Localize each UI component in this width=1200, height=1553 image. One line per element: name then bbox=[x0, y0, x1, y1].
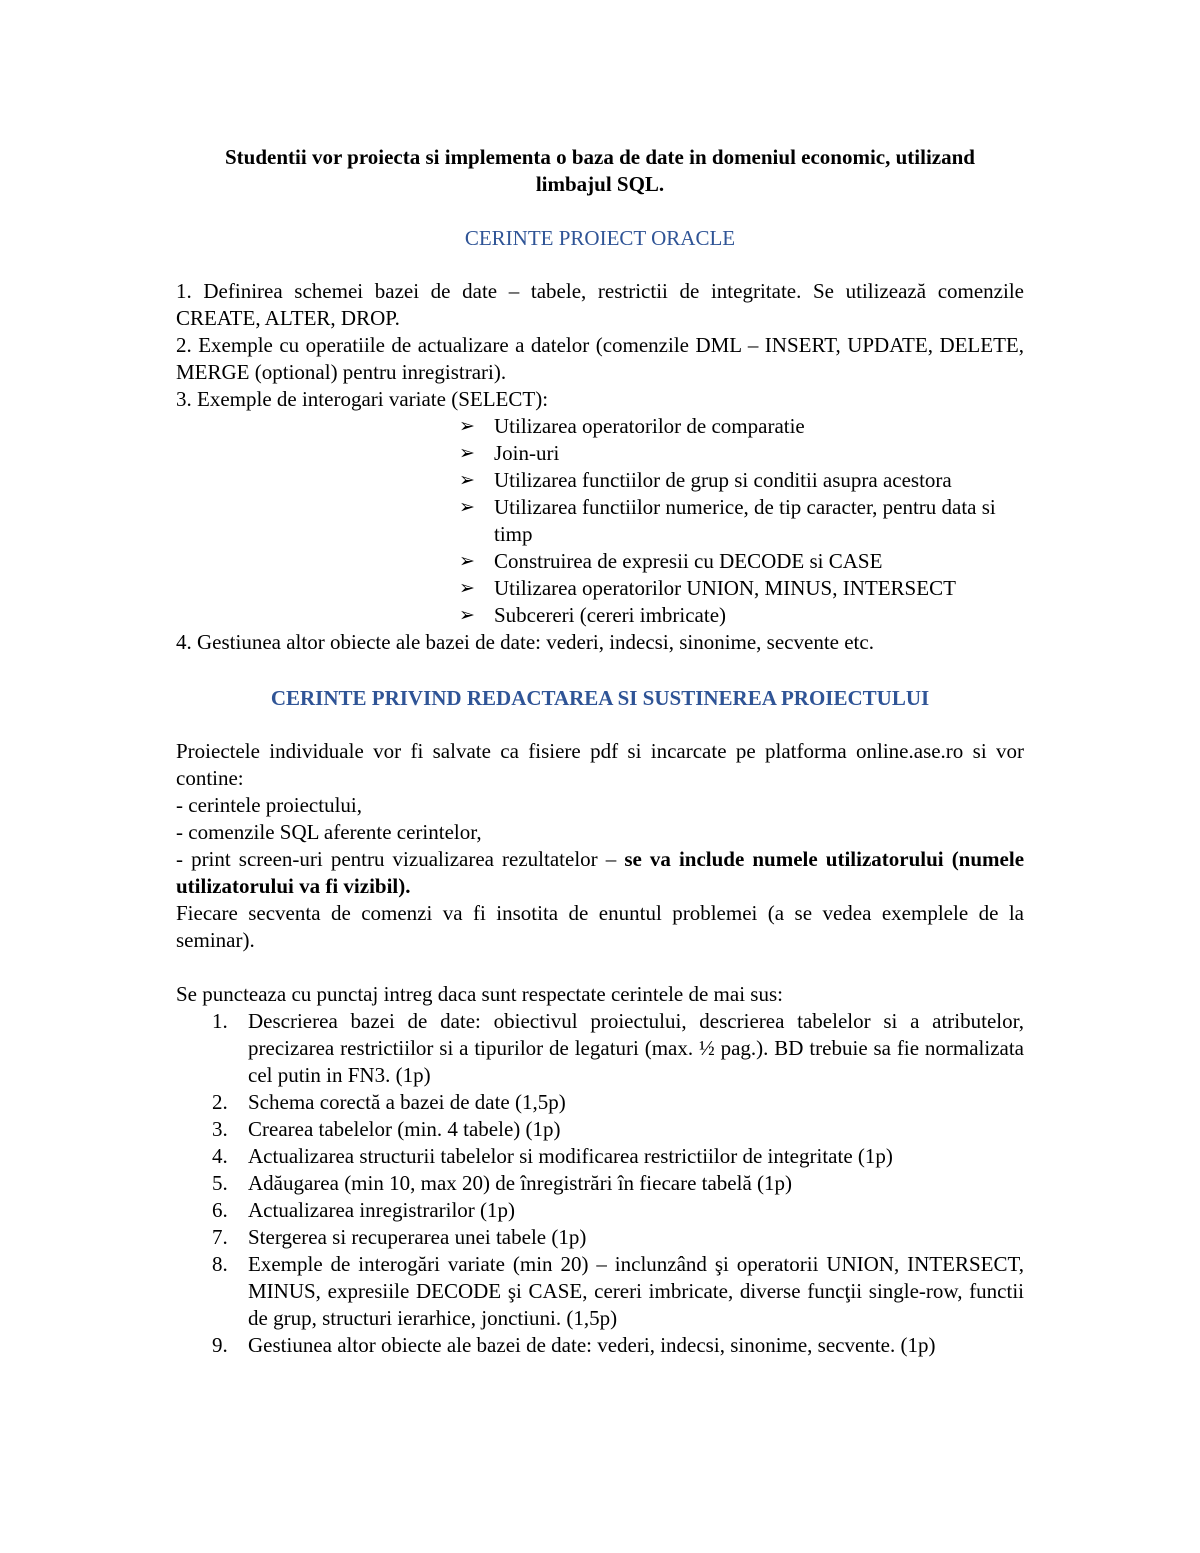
list-item: 9. Gestiunea altor obiecte ale bazei de date: vederi, indecsi, sinonime, secvente. (1p) bbox=[212, 1333, 936, 1357]
username-visible-note: se va include numele utilizatorului (numele utilizatorului va fi vizibil). bbox=[176, 847, 1025, 898]
list-item: 7. Stergerea si recuperarea unei tabele (1p) bbox=[212, 1225, 587, 1249]
requirement-1: 1. Definirea schemei bazei de date – tabele, restrictii de integritate. Se utilizează comenzile CREATE, ALTER, DROP. bbox=[176, 279, 1024, 330]
sequence-note: Fiecare secventa de comenzi va fi insotita de enuntul problemei (a se vedea exemplele de la seminar). bbox=[176, 901, 1024, 952]
requirement-4: 4. Gestiunea altor obiecte ale bazei de date: vederi, indecsi, sinonime, secvente etc. bbox=[176, 630, 874, 654]
list-item: ➢ Construirea de expresii cu DECODE si CASE bbox=[459, 549, 883, 573]
list-item: ➢ Utilizarea functiilor numerice, de tip caracter, pentru data si timp bbox=[459, 495, 996, 546]
arrow-bullet-icon: ➢ bbox=[459, 496, 475, 518]
list-item: ➢ Subcereri (cereri imbricate) bbox=[459, 603, 727, 627]
list-item: 1. Descrierea bazei de date: obiectivul proiectului, descrierea tabelelor si a atributelor, precizarea restrictiilor si a tipurilor de legaturi (max. ½ pag.). BD trebuie sa fie normalizata cel putin in FN3. (1p) bbox=[212, 1009, 1024, 1087]
section1-heading: CERINTE PROIECT ORACLE bbox=[464, 226, 736, 250]
requirement-2: 2. Exemple cu operatiile de actualizare a datelor (comenzile DML – INSERT, UPDATE, DELETE, MERGE (optional) pentru inregistrari). bbox=[176, 333, 1024, 384]
scoring-list bbox=[176, 1008, 1024, 1359]
content-item-screenshots: - print screen-uri pentru vizualizarea rezultatelor – se va include numele utilizatorului (numele utilizatorului va fi vizibil). bbox=[176, 847, 1025, 898]
arrow-bullet-icon: ➢ bbox=[459, 577, 475, 599]
submission-intro: Proiectele individuale vor fi salvate ca fisiere pdf si incarcate pe platforma online.ase.ro si vor contine: bbox=[176, 739, 1024, 790]
list-item: 3. Crearea tabelelor (min. 4 tabele) (1p) bbox=[212, 1117, 561, 1141]
list-item: 2. Schema corectă a bazei de date (1,5p) bbox=[212, 1090, 566, 1114]
content-item-requirements: - cerintele proiectului, bbox=[176, 793, 362, 817]
section2-body bbox=[176, 738, 1024, 1359]
title-line-1: Studentii vor proiecta si implementa o baza de date in domeniul economic, utilizand bbox=[225, 145, 975, 169]
scoring-intro: Se puncteaza cu punctaj intreg daca sunt respectate cerintele de mai sus: bbox=[176, 982, 783, 1006]
section2-heading: CERINTE PRIVIND REDACTAREA SI SUSTINEREA PROIECTULUI bbox=[270, 686, 930, 710]
arrow-bullet-icon: ➢ bbox=[459, 550, 475, 572]
section1-body bbox=[176, 278, 1024, 656]
list-item: 6. Actualizarea inregistrarilor (1p) bbox=[212, 1198, 516, 1222]
arrow-bullet-icon: ➢ bbox=[459, 604, 475, 626]
list-item: ➢ Join-uri bbox=[459, 441, 560, 465]
requirement-3: 3. Exemple de interogari variate (SELECT): bbox=[176, 387, 549, 411]
spacer bbox=[176, 954, 1024, 981]
title-line-2: limbajul SQL. bbox=[535, 172, 665, 196]
arrow-bullet-icon: ➢ bbox=[459, 415, 475, 437]
content-item-sql: - comenzile SQL aferente cerintelor, bbox=[176, 820, 482, 844]
query-bullet-list bbox=[176, 413, 1024, 629]
list-item: 4. Actualizarea structurii tabelelor si modificarea restrictiilor de integritate (1p) bbox=[212, 1144, 893, 1168]
arrow-bullet-icon: ➢ bbox=[459, 442, 475, 464]
document-title bbox=[176, 144, 1024, 198]
list-item: 5. Adăugarea (min 10, max 20) de înregistrări în fiecare tabelă (1p) bbox=[212, 1171, 793, 1195]
list-item: ➢ Utilizarea operatorilor UNION, MINUS, INTERSECT bbox=[459, 576, 956, 600]
list-item: 8. Exemple de interogări variate (min 20) – inclunzând şi operatorii UNION, INTERSECT, MINUS, expresiile DECODE şi CASE, cereri imbricate, diverse funcţii single-row, functii de grup, structuri ierarhice, jonctiuni. (1,5p) bbox=[212, 1252, 1024, 1330]
arrow-bullet-icon: ➢ bbox=[459, 469, 475, 491]
list-item: ➢ Utilizarea functiilor de grup si conditii asupra acestora bbox=[459, 468, 952, 492]
list-item: ➢ Utilizarea operatorilor de comparatie bbox=[459, 414, 805, 438]
